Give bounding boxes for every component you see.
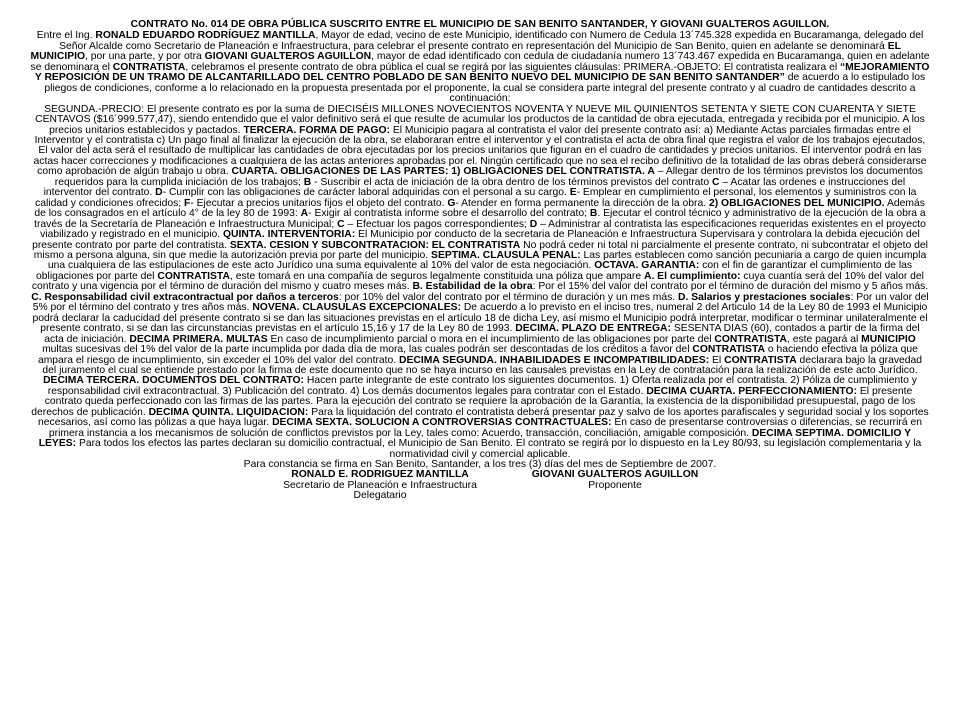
p2-segment: OCTAVA. GARANTIA:: [594, 260, 700, 272]
p2-segment: – Administrar al contratista las especificaciones requeridas existentes en el proyecto viabilizado y registrado en el municipio.: [40, 218, 926, 241]
signature-names-row: [30, 470, 930, 480]
p2-segment: SEPTIMA. CLAUSULA PENAL:: [431, 249, 581, 261]
p1-segment: “MEJORAMIENTO Y REPOSICIÓN DE UN TRAMO DE ALCANTARILLADO DEL CENTRO POBLADO DE SAN BENITO NUEVO DEL MUNICIPIO DE SAN BENITO SANTANDER”: [34, 61, 930, 84]
right-signatory-name: GIOVANI GUALTEROS AGUILLON: [531, 469, 699, 481]
left-signatory-role: Secretario de Planeación e Infraestructura: [283, 479, 477, 491]
p2-segment: - Ejecutar a precios unitarios fijos el objeto del contrato.: [190, 197, 448, 209]
p2-segment: . Ejecutar el control técnico y administrativo de la ejecución de la obra a través de la Secretaría de Planeación e Infraestructura Municipal;: [34, 208, 926, 230]
p2-segment: SESENTA DIAS (60), contados a partir de la firma del acta de iniciación.: [44, 323, 920, 345]
p2-segment: D: [155, 187, 163, 199]
p1-segment: , Mayor de edad, vecino de este Municipio, identificado con Numero de Cedula 13´745.328 expedida en Bucaramanga, delegado del Señor Alcalde como Secretario de Planeación e Infraestructura, para celebrar el presente contrato en representación del Municipio de San Benito, quien en adelante se denominará: [59, 30, 924, 52]
p2-segment: En caso de presentarse controversias o diferencias, se recurrirá en primera instancia a los mecanismos de solución de conflictos previstos por la Ley, tales como: Acuerdo, transacción, conciliación, amigable composición.: [48, 417, 922, 439]
right-signatory-spacer: [515, 491, 715, 501]
p2-segment: DECIMA CUARTA. PERFECCIONAMIENTO:: [646, 385, 858, 397]
p2-segment: DECIMA SEPTIMA. DOMICILIO Y LEYES:: [38, 427, 912, 450]
p2-segment: D. Salarios y prestaciones sociales: [678, 291, 851, 303]
p2-segment: DECIMA TERCERA. DOCUMENTOS DEL CONTRATO:: [43, 375, 304, 387]
p2-segment: DECIMA. PLAZO DE ENTREGA:: [515, 323, 671, 335]
signature-roles-row: [30, 481, 930, 491]
p2-segment: con el fin de garantizar el cumplimiento de las obligaciones por parte del: [36, 260, 913, 282]
p2-segment: B. Estabilidad de la obra: [412, 281, 533, 293]
left-signatory-name: RONALD E. RODRIGUEZ MANTILLA: [291, 469, 469, 481]
p2-segment: , este pagará al: [786, 333, 862, 345]
p2-segment: CONTRATISTA: [724, 354, 797, 366]
p2-segment: multas sucesivas del 1% del valor de la parte incumplida por dada día de mora, las cuales podrán ser descontadas de los créditos a favor del: [42, 344, 693, 356]
p2-segment: SEXTA. CESION Y SUBCONTRATACION: EL CONTRATISTA: [229, 239, 521, 251]
p2-segment: QUINTA. INTERVENTORIA:: [223, 229, 356, 241]
p2-segment: DECIMA SEGUNDA. INHABILIDADES E INCOMPATIBILIDADES:: [399, 354, 710, 366]
p2-segment: : por 10% del valor del contrato por el término de duración y un mes más.: [338, 291, 679, 303]
p2-segment: NOVENA. CLAUSULAS EXCEPCIONALES:: [252, 302, 461, 314]
signature-roles-row-2: [30, 491, 930, 501]
p2-segment: Para todos los efectos las partes declaran su domicilio contractual, el Municipio de San Benito. El contrato se regirá por lo dispuesto en la Ley 80/93, su legislación complementaria y la normatividad civil y comercial aplicable.: [76, 438, 922, 460]
p2-segment: DECIMA PRIMERA. MULTAS: [129, 333, 268, 345]
p1-segment: EL MUNICIPIO: [30, 40, 901, 63]
right-signatory-role: Proponente: [588, 479, 642, 491]
closing-statement: Para constancia se firma en San Benito, Santander, a los tres (3) días del mes de Septiembre de 2007.: [243, 459, 717, 471]
p1-segment: Entre el Ing.: [36, 30, 96, 42]
p1-segment: , mayor de edad identificado con cedula de ciudadanía numero 13´743.467 expedida en Bucaramanga, quien en adelante se denominara el: [30, 51, 930, 73]
p2-segment: D: [529, 218, 538, 230]
contract-clauses-paragraph: [30, 105, 930, 460]
p1-segment: RONALD EDUARDO RODRÍGUEZ MANTILLA: [95, 30, 316, 42]
p2-segment: – Efectuar los pagos correspondientes;: [344, 218, 530, 230]
p2-segment: – Allegar dentro de los términos previstos los documentos requeridos para la cumplida iniciación de los trabajos;: [54, 166, 923, 188]
p1-segment: , celebramos el presente contrato de obra pública el cual se regirá por las siguientes cláusulas: PRIMERA.-OBJETO: El contratista realizara el: [185, 61, 840, 73]
p2-segment: - Atender en forma permanente la dirección de la obra.: [455, 197, 709, 209]
p2-segment: 2) OBLIGACIONES DEL MUNICIPIO.: [708, 197, 885, 209]
p2-segment: No podrá ceder ni total ni parcialmente el presente contrato, ni subcontratar el objeto del mismo a persona alguna, sin que medie la autorización previa por parte del municipio.: [33, 239, 928, 261]
signature-block: [30, 470, 930, 501]
p2-segment: C. Responsabilidad civil extracontractual por daños a terceros: [31, 291, 339, 303]
p2-segment: En caso de incumplimiento parcial o mora en el incumplimiento de las obligaciones por parte del: [267, 333, 715, 345]
p2-segment: o haciendo efectiva la póliza que ampara el riesgo de incumplimiento, sin exceder el 10% del valor del contrato.: [37, 344, 918, 366]
contract-body: [30, 31, 930, 470]
p2-segment: C: [337, 218, 345, 230]
p2-segment: Hacen parte integrante de este contrato los siguientes documentos. 1) Oferta realizada por el contratista. 2) Póliza de cumplimiento y responsabilidad civil extracontractual. 3) Publicación del contrato. 4) Los demás documentos legales para contratar con el Estado.: [47, 375, 917, 397]
p2-segment: Las partes establecen como sanción pecuniaria a cargo de quien incumpla una cualquiera de las estipulaciones de este acto Jurídico una suma equivalente al 10% del valor de esta negociación.: [47, 249, 927, 272]
p2-segment: E: [569, 187, 577, 199]
p2-segment: A: [300, 208, 309, 220]
p2-segment: F: [184, 197, 191, 209]
p2-segment: El: [709, 354, 725, 366]
p2-segment: TERCERA. FORMA DE PAGO:: [243, 124, 390, 136]
p2-segment: CONTRATISTA: [692, 344, 765, 356]
p2-segment: – Acatar las ordenes e instrucciones del interventor del contrato.: [43, 176, 906, 199]
p2-segment: : Por el 15% del valor del contrato por el término de duración del mismo y 5 años más.: [532, 281, 929, 293]
p2-segment: B: [589, 208, 598, 220]
p2-segment: DECIMA QUINTA. LIQUIDACION:: [148, 406, 309, 418]
p2-segment: El Municipio pagara al contratista el valor del presente contrato así: a) Mediante Actas parciales firmadas entre el Interventor y el contratista c) Un pago final al finalizar la ejecución de la obra, se elaboraran entre el interventor y el contratista el acta de obra final que registra el valor de los trabajos ejecutados, El valor del acta será el resultado de multiplicar las cantidades de obra ejecutadas por los precios unitarios que figuran en el cuadro de cantidades y precios unitarios. El interventor podrá en las actas hacer correcciones y modificaciones a cualquiera de las actas anteriores aprobadas por el. Ningún certificado que no sea el recibo definitivo de la totalidad de las obras deberá considerarse como aprobación de algún trabajo u obra.: [33, 124, 927, 178]
p2-segment: Para la liquidación del contrato el contratista deberá presentar paz y salvo de los aportes parafiscales y seguridad social y los soportes necesarios, así como las pólizas a que haya lugar.: [38, 406, 929, 429]
p2-segment: El presente contrato queda perfeccionado con las firmas de las partes. Para la ejecución del contrato se requiere la aprobación de la Garantía, la existencia de la disponibilidad presupuestal, pago de los derechos de publicación.: [31, 385, 916, 418]
p1-segment: de acuerdo a lo estipulado los pliegos de condiciones, conforme a lo relacionado en la propuesta presentada por el proponente, la cual se considera parte integral del presente contrato y al cuadro de cantidades descrito a continuación:: [44, 72, 926, 105]
p2-segment: A. El cumplimiento:: [643, 270, 741, 282]
p2-segment: MUNICIPIO: [861, 333, 916, 345]
p2-segment: declarara bajo la gravedad del juramento el cual se entiende prestado por la firma de este documento que no se haya incurso en las causales previstas en la Ley de contratación para la realización de este acto Jurídico.: [42, 354, 923, 376]
p1-segment: GIOVANI GUALTEROS AGUILLON: [204, 51, 372, 63]
p2-segment: cuya cuantía será del 10% del valor del contrato y una vigencia por el término de duración del mismo y cuatro meses más.: [31, 270, 924, 293]
p2-segment: B: [303, 176, 312, 188]
p2-segment: De acuerdo a lo previsto en el inciso tres, numeral 2 del Articulo 14 de la Ley 80 de 1993 el Municipio podrá declarar la caducidad del presente contrato si se dan las situaciones previstas en el artículo 18 de dicha Ley, así mismo el Municipio podrá interpretar, modificar o terminar unilateralmente el presente contrato, si se dan las circunstancias previstas en el artículo 15,16 y 17 de la Ley 80 de 1993.: [32, 302, 928, 335]
p2-segment: CONTRATISTA: [714, 333, 787, 345]
p2-segment: - Emplear en cumplimiento el personal, los elementos y suministros con la calidad y condiciones ofrecidos;: [35, 187, 917, 209]
p1-segment: , por una parte, y por otra: [85, 51, 205, 63]
p1-segment: CONTRATISTA: [112, 61, 186, 73]
p2-segment: El Municipio por conducto de la secretaria de Planeación e Infraestructura Supervisara y controlara la debida ejecución del presente contrato por parte del contratista.: [32, 229, 920, 251]
p2-segment: DECIMA SEXTA. SOLUCION A CONTROVERSIAS CONTRACTUALES:: [272, 417, 612, 429]
p2-segment: C: [712, 176, 720, 188]
p2-segment: , este tomará en una compañía de seguros legalmente constituida una póliza que ampare: [229, 270, 644, 282]
contract-parties-paragraph: [30, 31, 930, 104]
p2-segment: CONTRATISTA: [157, 270, 230, 282]
p2-segment: Además de los consagrados en el artículo 4° de la ley 80 de 1993:: [34, 197, 925, 220]
left-signatory-role-2: Delegatario: [353, 490, 407, 502]
p2-segment: : Por un valor del 5% por el término del contrato y tres años más.: [32, 291, 929, 314]
p2-segment: G: [447, 197, 456, 209]
p2-segment: SEGUNDA.-PRECIO: El presente contrato es por la suma de DIECISÉIS MILLONES NOVECIENTOS NOVENTA Y NUEVE MIL QUINIENTOS SETENTA Y SIETE CON CUARENTA Y SIETE CENTAVOS ($16´999.577,47), siendo entendido que el valor definitivo será el que resulte de acumular los productos de la cantidad de obra ejecutada, entregada y recibida por el municipio. A los precios unitarios establecidos y pactados.: [35, 103, 925, 136]
p2-segment: - Suscribir el acta de iniciación de la obra dentro de los términos previstos del contrato: [311, 176, 712, 188]
p2-segment: CUARTA. OBLIGACIONES DE LAS PARTES: 1) OBLIGACIONES DEL CONTRATISTA. A: [231, 166, 655, 178]
p2-segment: - Cumplir con las obligaciones de carácter laboral adquiridas con el personal a su cargo.: [162, 187, 570, 199]
contract-title: CONTRATO No. 014 DE OBRA PÚBLICA SUSCRITO ENTRE EL MUNICIPIO DE SAN BENITO SANTANDER, Y GIOVANI GUALTEROS AGUILLON.: [130, 19, 830, 30]
p2-segment: - Exigir al contratista informe sobre el desarrollo del contrato;: [308, 208, 590, 220]
